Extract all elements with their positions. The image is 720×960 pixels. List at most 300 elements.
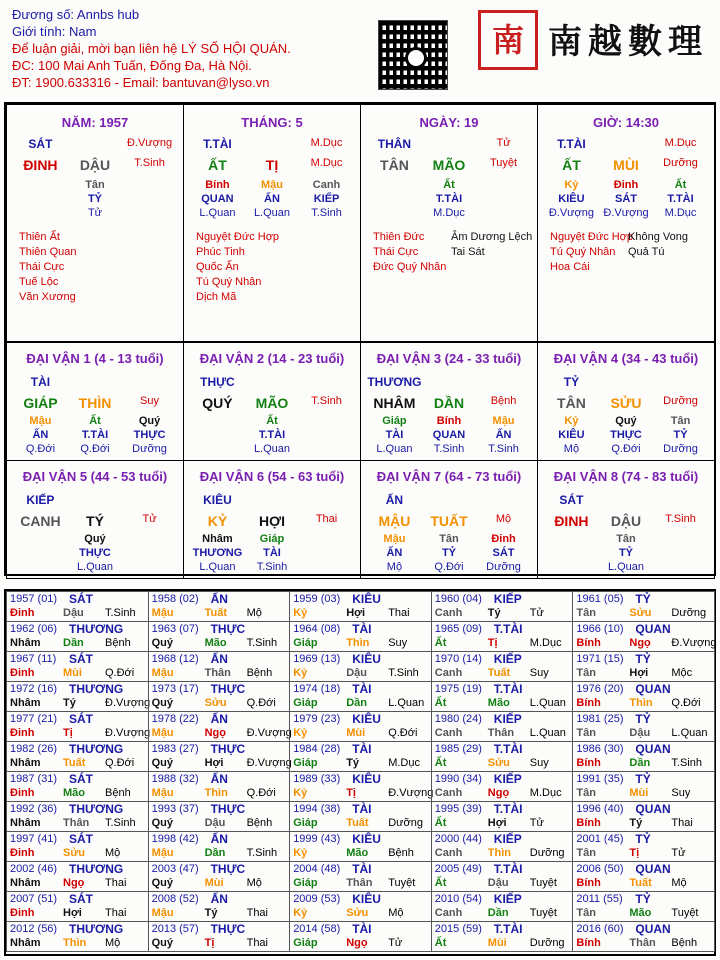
year-cell	[431, 831, 574, 862]
year-label: 2001 (45)	[576, 833, 624, 845]
hidden-item: T.Sinh	[488, 443, 519, 455]
year-star: QUAN	[635, 922, 671, 936]
year-cell	[148, 801, 291, 832]
year-chi: Hợi	[629, 667, 649, 679]
hidden-item: Nhâm	[202, 533, 233, 545]
hidden-item: Quý	[138, 415, 161, 427]
year-cell	[431, 591, 574, 622]
year-label: 1999 (43)	[293, 833, 341, 845]
year-chi: Mùi	[63, 667, 82, 679]
year-can: Bính	[576, 937, 601, 949]
dai-van-6	[183, 460, 361, 579]
year-state: T.Sinh	[671, 757, 702, 769]
year-can: Ất	[434, 817, 447, 829]
year-cell	[572, 621, 715, 652]
hidden-item: Dưỡng	[132, 443, 167, 455]
star-item: Không Vong	[628, 231, 688, 243]
year-chi: Dần	[629, 757, 651, 769]
hidden-item: T.TÀI	[81, 429, 109, 441]
year-can: Ất	[434, 757, 447, 769]
year-can: Nhâm	[10, 817, 41, 829]
top-row	[7, 493, 183, 509]
hidden-item: L.Quan	[253, 443, 291, 455]
address-line: ĐC: 100 Mai Anh Tuấn, Đống Đa, Hà Nội.	[12, 58, 252, 73]
chi: TUẤT	[430, 513, 468, 529]
hidden-item: L.Quan	[376, 443, 413, 455]
year-chi: Tý	[204, 907, 218, 919]
hidden-item: QUAN	[201, 193, 234, 205]
year-can: Canh	[434, 787, 463, 799]
seal-logo: 南	[478, 10, 538, 70]
year-label: 2014 (58)	[293, 923, 341, 935]
year-state: Đ.Vượng	[246, 727, 292, 739]
year-label: 2005 (49)	[434, 863, 482, 875]
year-cell	[431, 651, 574, 682]
hidden-item: TÀI	[263, 547, 281, 559]
year-cell	[148, 771, 291, 802]
year-state: T.Sinh	[246, 637, 278, 649]
year-cell	[572, 891, 715, 922]
year-state: Q.Đới	[246, 787, 276, 799]
hidden-item: M.Dục	[664, 207, 697, 219]
year-cell	[431, 921, 574, 952]
year-label: 1971 (15)	[576, 653, 624, 665]
year-chi: Hợi	[346, 607, 366, 619]
year-star: TỶ	[635, 892, 651, 906]
year-label: 2016 (60)	[576, 923, 624, 935]
year-can: Quý	[151, 937, 173, 949]
chi: DẬU	[79, 157, 111, 173]
year-label: 1965 (09)	[434, 623, 482, 635]
year-state: Q.Đới	[388, 727, 418, 739]
year-can: Nhâm	[10, 937, 41, 949]
year-label: 1976 (20)	[576, 683, 624, 695]
hidden-item: Dưỡng	[663, 443, 698, 455]
year-star: ẤN	[210, 832, 228, 846]
year-star: THỰC	[210, 802, 246, 816]
year-can: Mậu	[151, 907, 174, 919]
year-state: Mộ	[105, 937, 121, 949]
year-state: Tử	[388, 937, 403, 949]
star-item: Tai Sát	[451, 246, 485, 258]
hidden-item: THỰC	[133, 429, 166, 441]
year-can: Kỷ	[293, 787, 308, 799]
year-cell	[289, 621, 432, 652]
star-item: Quả Tú	[628, 246, 665, 258]
year-star: KIẾP	[493, 592, 522, 606]
hidden-item: M.Dục	[433, 207, 465, 219]
hidden-item: TỶ	[618, 547, 634, 559]
year-chi: Dậu	[487, 877, 509, 889]
star-item: Nguyệt Đức Hợp	[196, 231, 280, 243]
hidden-row	[7, 207, 183, 223]
chi: SỬU	[610, 395, 642, 411]
pillar-title: NGÀY: 19	[419, 115, 479, 130]
year-state: Q.Đới	[105, 757, 135, 769]
year-can: Mậu	[151, 607, 174, 619]
year-state: Bệnh	[246, 667, 273, 679]
top-row	[538, 137, 714, 153]
year-state: T.Sinh	[388, 667, 419, 679]
year-label: 1989 (33)	[293, 773, 341, 785]
top-row	[361, 375, 537, 391]
year-cell	[289, 591, 432, 622]
year-chi: Dậu	[629, 727, 651, 739]
hidden-item: THỰC	[79, 547, 111, 559]
year-label: 1967 (11)	[10, 653, 57, 665]
year-can: Mậu	[151, 787, 174, 799]
year-cell	[289, 651, 432, 682]
hidden-item: L.Quan	[76, 561, 114, 573]
hidden-item: T.TÀI	[435, 193, 463, 205]
hidden-row	[184, 561, 360, 577]
chi-state: T.Sinh	[311, 395, 342, 407]
dai-van-title: ĐẠI VẬN 3 (24 - 33 tuổi)	[376, 351, 522, 366]
year-can: Giáp	[293, 937, 318, 949]
year-state: Suy	[671, 787, 691, 799]
hidden-item: KIÊU	[558, 429, 585, 441]
year-can: Tân	[576, 667, 596, 679]
star-item: Tú Quý Nhân	[550, 246, 616, 258]
year-can: Đinh	[10, 787, 35, 799]
year-cell	[6, 591, 149, 622]
year-star: TỶ	[635, 592, 651, 606]
year-chi: Sửu	[63, 847, 86, 859]
top-row	[538, 375, 714, 391]
year-cell	[289, 771, 432, 802]
year-label: 1985 (29)	[434, 743, 482, 755]
year-chi: Sửu	[629, 607, 652, 619]
year-state: Mộ	[246, 607, 262, 619]
can-chi-row	[361, 157, 537, 173]
year-star: TÀI	[352, 862, 372, 876]
year-state: Tử	[529, 607, 544, 619]
year-cell	[148, 921, 291, 952]
year-state: Đ.Vượng	[105, 727, 151, 739]
year-cell	[6, 711, 149, 742]
brand-title: 南越數理	[548, 22, 708, 62]
year-star: THỰC	[210, 862, 246, 876]
hidden-item: SÁT	[492, 547, 515, 559]
year-cell	[148, 621, 291, 652]
chi-state: Tử	[142, 513, 157, 525]
top-label: KIÊU	[203, 493, 232, 507]
hidden-item: QUAN	[432, 429, 466, 441]
year-can: Kỷ	[293, 607, 308, 619]
star-item: Thiên Đức	[373, 231, 425, 243]
year-star: KIÊU	[352, 592, 381, 606]
hidden-item: KIÊU	[558, 193, 585, 205]
year-can: Tân	[576, 847, 596, 859]
year-can: Kỷ	[293, 667, 308, 679]
dai-van-title: ĐẠI VẬN 6 (54 - 63 tuổi)	[199, 469, 345, 484]
year-grid	[4, 589, 716, 956]
hidden-item: ẤN	[32, 429, 49, 441]
year-label: 1972 (16)	[10, 683, 58, 695]
hidden-item: Mộ	[386, 561, 403, 573]
chi-state: Suy	[140, 395, 160, 407]
top-row	[184, 137, 360, 153]
year-chi: Mùi	[487, 937, 507, 949]
year-cell	[572, 801, 715, 832]
year-star: THƯƠNG	[69, 742, 124, 756]
year-can: Nhâm	[10, 877, 41, 889]
chi: TÝ	[86, 513, 104, 529]
year-state: T.Sinh	[105, 607, 136, 619]
year-state: Thai	[246, 907, 268, 919]
main-chart	[4, 102, 716, 576]
year-state: Thai	[671, 817, 693, 829]
year-star: KIÊU	[352, 832, 381, 846]
year-chi: Thân	[487, 727, 515, 739]
hidden-row	[7, 443, 183, 459]
dai-van-title: ĐẠI VẬN 5 (44 - 53 tuổi)	[22, 469, 168, 484]
hidden-item: Kỷ	[564, 179, 579, 191]
hidden-row	[361, 443, 537, 459]
year-label: 1994 (38)	[293, 803, 341, 815]
year-state: T.Sinh	[105, 817, 136, 829]
year-chi: Thìn	[204, 787, 228, 799]
year-label: 1980 (24)	[434, 713, 482, 725]
star-item: Tú Quý Nhân	[196, 276, 262, 288]
hidden-item: T.Sinh	[256, 561, 288, 573]
can: TÂN	[380, 157, 409, 173]
year-star: TÀI	[352, 742, 372, 756]
year-star: ẤN	[210, 592, 228, 606]
hidden-item: THỰC	[610, 429, 642, 441]
year-chi: Mão	[487, 697, 510, 709]
can-chi-row	[361, 513, 537, 529]
hidden-row	[361, 207, 537, 223]
hidden-item: T.Sinh	[433, 443, 465, 455]
year-label: 1973 (17)	[151, 683, 199, 695]
hidden-item: Q.Đới	[434, 561, 464, 573]
year-can: Quý	[151, 697, 173, 709]
year-label: 2003 (47)	[151, 863, 199, 875]
year-state: Đ.Vượng	[388, 787, 434, 799]
year-can: Nhâm	[10, 637, 41, 649]
top-right: M.Dục	[310, 137, 343, 149]
year-state: M.Dục	[388, 757, 420, 769]
year-can: Quý	[151, 637, 173, 649]
top-left: T.TÀI	[203, 137, 232, 151]
year-state: Dưỡng	[388, 817, 423, 829]
can-chi-row	[184, 513, 360, 529]
year-label: 2015 (59)	[434, 923, 482, 935]
year-can: Ất	[434, 877, 447, 889]
year-chi: Mùi	[204, 877, 224, 889]
dai-van-title: ĐẠI VẬN 1 (4 - 13 tuổi)	[26, 351, 164, 366]
year-star: ẤN	[210, 772, 228, 786]
year-star: TÀI	[352, 622, 372, 636]
gender-line	[12, 23, 372, 40]
can: ẤT	[208, 157, 227, 173]
pillar-title: NĂM: 1957	[61, 115, 129, 130]
hidden-item: Tân	[670, 415, 691, 427]
dai-van-5	[6, 460, 184, 579]
year-chi: Dậu	[204, 817, 226, 829]
year-star: KIẾP	[493, 892, 522, 906]
year-can: Tân	[576, 727, 596, 739]
year-state: Dưỡng	[529, 937, 565, 949]
year-star: TỶ	[635, 652, 651, 666]
year-star: T.TÀI	[493, 922, 523, 936]
year-state: Q.Đới	[105, 667, 135, 679]
year-label: 2004 (48)	[293, 863, 341, 875]
year-star: SÁT	[69, 592, 93, 606]
year-chi: Dậu	[63, 607, 84, 619]
year-label: 1986 (30)	[576, 743, 624, 755]
year-state: Bệnh	[671, 937, 698, 949]
year-state: M.Dục	[529, 787, 562, 799]
chi: TỊ	[265, 157, 279, 173]
year-cell	[6, 831, 149, 862]
year-cell	[6, 621, 149, 652]
year-star: SÁT	[69, 712, 93, 726]
top-left: T.TÀI	[557, 137, 586, 151]
top-label: ẤN	[385, 493, 404, 507]
year-star: KIÊU	[352, 652, 381, 666]
year-can: Bính	[576, 757, 601, 769]
year-star: TỶ	[635, 772, 651, 786]
year-chi: Hợi	[63, 907, 82, 919]
year-star: QUAN	[635, 622, 671, 636]
year-label: 1975 (19)	[434, 683, 482, 695]
year-chi: Thân	[63, 817, 90, 829]
year-label: 1968 (12)	[151, 653, 199, 665]
year-cell	[289, 891, 432, 922]
year-label: 1987 (31)	[10, 773, 58, 785]
hidden-item: Đinh	[613, 179, 639, 191]
hidden-item: Mộ	[563, 443, 580, 455]
year-state: Mộc	[671, 667, 693, 679]
chi-state: T.Sinh	[665, 513, 696, 525]
year-cell	[572, 771, 715, 802]
year-state: Bệnh	[388, 847, 414, 859]
year-label: 1979 (23)	[293, 713, 341, 725]
year-cell	[431, 681, 574, 712]
year-label: 1969 (13)	[293, 653, 341, 665]
dai-van-2	[183, 342, 361, 461]
year-star: T.TÀI	[493, 802, 523, 816]
year-star: SÁT	[69, 652, 93, 666]
hidden-item: TỶ	[673, 429, 688, 441]
year-state: L.Quan	[529, 727, 566, 739]
year-label: 1998 (42)	[151, 833, 199, 845]
year-star: KIẾP	[493, 652, 522, 666]
year-star: THƯƠNG	[69, 802, 124, 816]
top-row	[7, 375, 183, 391]
hidden-item: Mậu	[29, 415, 52, 427]
year-chi: Tý	[487, 607, 501, 619]
year-chi: Tý	[346, 757, 360, 769]
year-can: Quý	[151, 817, 173, 829]
year-star: THỰC	[210, 922, 246, 936]
year-star: QUAN	[635, 742, 671, 756]
year-label: 2000 (44)	[434, 833, 482, 845]
year-cell	[289, 681, 432, 712]
year-cell	[431, 771, 574, 802]
pillar-4	[537, 104, 715, 342]
year-can: Giáp	[293, 817, 318, 829]
top-left: THÂN	[377, 137, 412, 151]
year-can: Giáp	[293, 697, 318, 709]
year-star: THỰC	[210, 742, 246, 756]
year-cell	[431, 891, 574, 922]
year-state: Bệnh	[105, 637, 131, 649]
year-cell	[431, 711, 574, 742]
year-label: 2007 (51)	[10, 893, 58, 905]
year-cell	[572, 861, 715, 892]
year-cell	[6, 681, 149, 712]
star-item: Hoa Cái	[550, 261, 590, 273]
year-chi: Mão	[204, 637, 227, 649]
year-cell	[289, 711, 432, 742]
top-right: Tử	[496, 137, 511, 149]
year-label: 1995 (39)	[434, 803, 482, 815]
star-item: Thiên Ất	[19, 231, 60, 243]
chi-state: Bệnh	[490, 395, 517, 407]
year-star: ẤN	[210, 892, 228, 906]
top-label: TỶ	[563, 375, 580, 389]
year-state: L.Quan	[388, 697, 425, 709]
year-label: 2011 (55)	[576, 893, 623, 905]
year-star: THƯƠNG	[69, 622, 124, 636]
star-item: Đức Quý Nhân	[373, 261, 447, 273]
year-star: QUAN	[635, 682, 671, 696]
gender-label: Giới tính:	[12, 24, 66, 39]
top-label: TÀI	[30, 375, 51, 389]
hidden-item: Bính	[205, 179, 230, 191]
year-star: THƯƠNG	[69, 682, 124, 696]
can-chi-row	[7, 513, 183, 529]
year-star: QUAN	[635, 862, 671, 876]
hidden-item: Mậu	[260, 179, 283, 191]
year-can: Canh	[434, 847, 463, 859]
year-state: Tuyệt	[529, 907, 557, 919]
year-can: Giáp	[293, 877, 318, 889]
year-state: Mộ	[388, 907, 404, 919]
year-can: Bính	[576, 637, 601, 649]
hidden-row	[184, 443, 360, 459]
year-cell	[148, 591, 291, 622]
chi: DẦN	[433, 395, 465, 411]
year-cell	[148, 711, 291, 742]
year-cell	[148, 681, 291, 712]
hidden-item: SÁT	[614, 193, 637, 205]
dai-van-4	[537, 342, 715, 461]
year-cell	[572, 741, 715, 772]
qr-code-icon[interactable]	[378, 20, 448, 90]
year-can: Đinh	[10, 727, 35, 739]
year-chi: Dần	[204, 847, 226, 859]
year-cell	[572, 921, 715, 952]
year-chi: Sửu	[204, 697, 227, 709]
year-chi: Ngọ	[204, 727, 226, 739]
year-star: T.TÀI	[493, 682, 523, 696]
year-star: KIẾP	[493, 712, 522, 726]
star-item: Thiên Quan	[19, 246, 77, 258]
top-row	[184, 493, 360, 509]
year-label: 1957 (01)	[10, 593, 58, 605]
year-star: THƯƠNG	[69, 862, 124, 876]
year-star: KIẾP	[493, 832, 522, 846]
hidden-item: Mậu	[492, 415, 515, 427]
year-label: 1983 (27)	[151, 743, 199, 755]
hidden-item: Q.Đới	[25, 443, 56, 455]
hidden-row	[361, 561, 537, 577]
top-row	[184, 375, 360, 391]
